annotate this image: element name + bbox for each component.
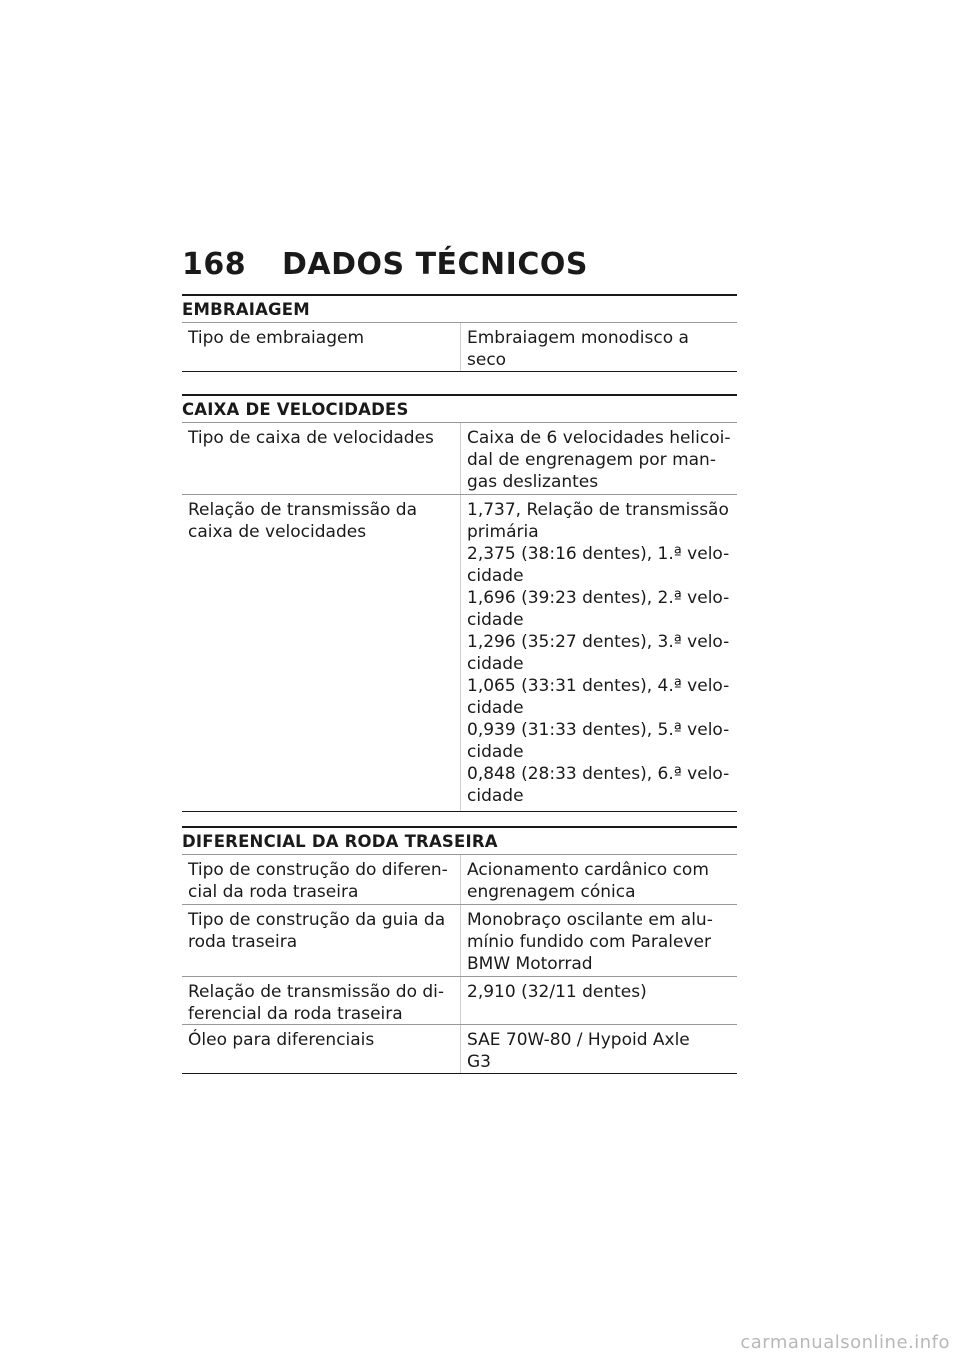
table-row: [182, 1024, 737, 1074]
table-row: [182, 976, 737, 1024]
table-row: [182, 322, 737, 372]
page-title: DADOS TÉCNICOS: [282, 246, 588, 282]
section-title: EMBRAIAGEM: [182, 294, 737, 322]
row-label: Relação de transmissão da caixa de velocidades: [188, 500, 418, 542]
page-header: [182, 244, 737, 284]
row-value: 1,737, Relação de transmissão primária 2,375 (38:16 dentes), 1.ª velo- cidade 1,696 (39:23 dentes), 2.ª velo- cidade 1,296 (35:27 dentes), 3.ª velo- cidade 1,065 (33:31 dentes), 4.ª velo- cidade 0,939 (31:33 dentes), 5.ª velo- cidade 0,848 (28:33 dentes), 6.ª velo- cidade: [460, 495, 737, 811]
row-value: Acionamento cardânico com engrenagem cónica: [460, 855, 737, 904]
table-row: [182, 422, 737, 494]
section-title: CAIXA DE VELOCIDADES: [182, 394, 737, 422]
row-label: Tipo de construção da guia da roda traseira: [188, 910, 446, 952]
section-caixa-de-velocidades: [182, 394, 737, 812]
row-value: 2,910 (32/11 dentes): [460, 977, 737, 1024]
watermark: carmanualsonline.info: [740, 1332, 950, 1353]
section-embraiagem: [182, 294, 737, 372]
table-row: [182, 904, 737, 976]
row-value: SAE 70W-80 / Hypoid Axle G3: [460, 1025, 737, 1073]
row-label: Tipo de embraiagem: [188, 328, 365, 348]
table-row: [182, 494, 737, 812]
row-value: Monobraço oscilante em alu- mínio fundido com Paralever BMW Motorrad: [460, 905, 737, 976]
section-diferencial-roda-traseira: [182, 826, 737, 1074]
page-number: 168: [182, 246, 247, 282]
row-label: Óleo para diferenciais: [188, 1030, 375, 1050]
row-label: Tipo de caixa de velocidades: [188, 428, 434, 448]
table-row: [182, 854, 737, 904]
section-title: DIFERENCIAL DA RODA TRASEIRA: [182, 826, 737, 854]
row-value: Embraiagem monodisco a seco: [460, 323, 737, 371]
row-label: Tipo de construção do diferen- cial da roda traseira: [188, 860, 448, 902]
row-label: Relação de transmissão do di- ferencial da roda traseira: [188, 982, 445, 1024]
row-value: Caixa de 6 velocidades helicoi- dal de engrenagem por man- gas deslizantes: [460, 423, 737, 494]
